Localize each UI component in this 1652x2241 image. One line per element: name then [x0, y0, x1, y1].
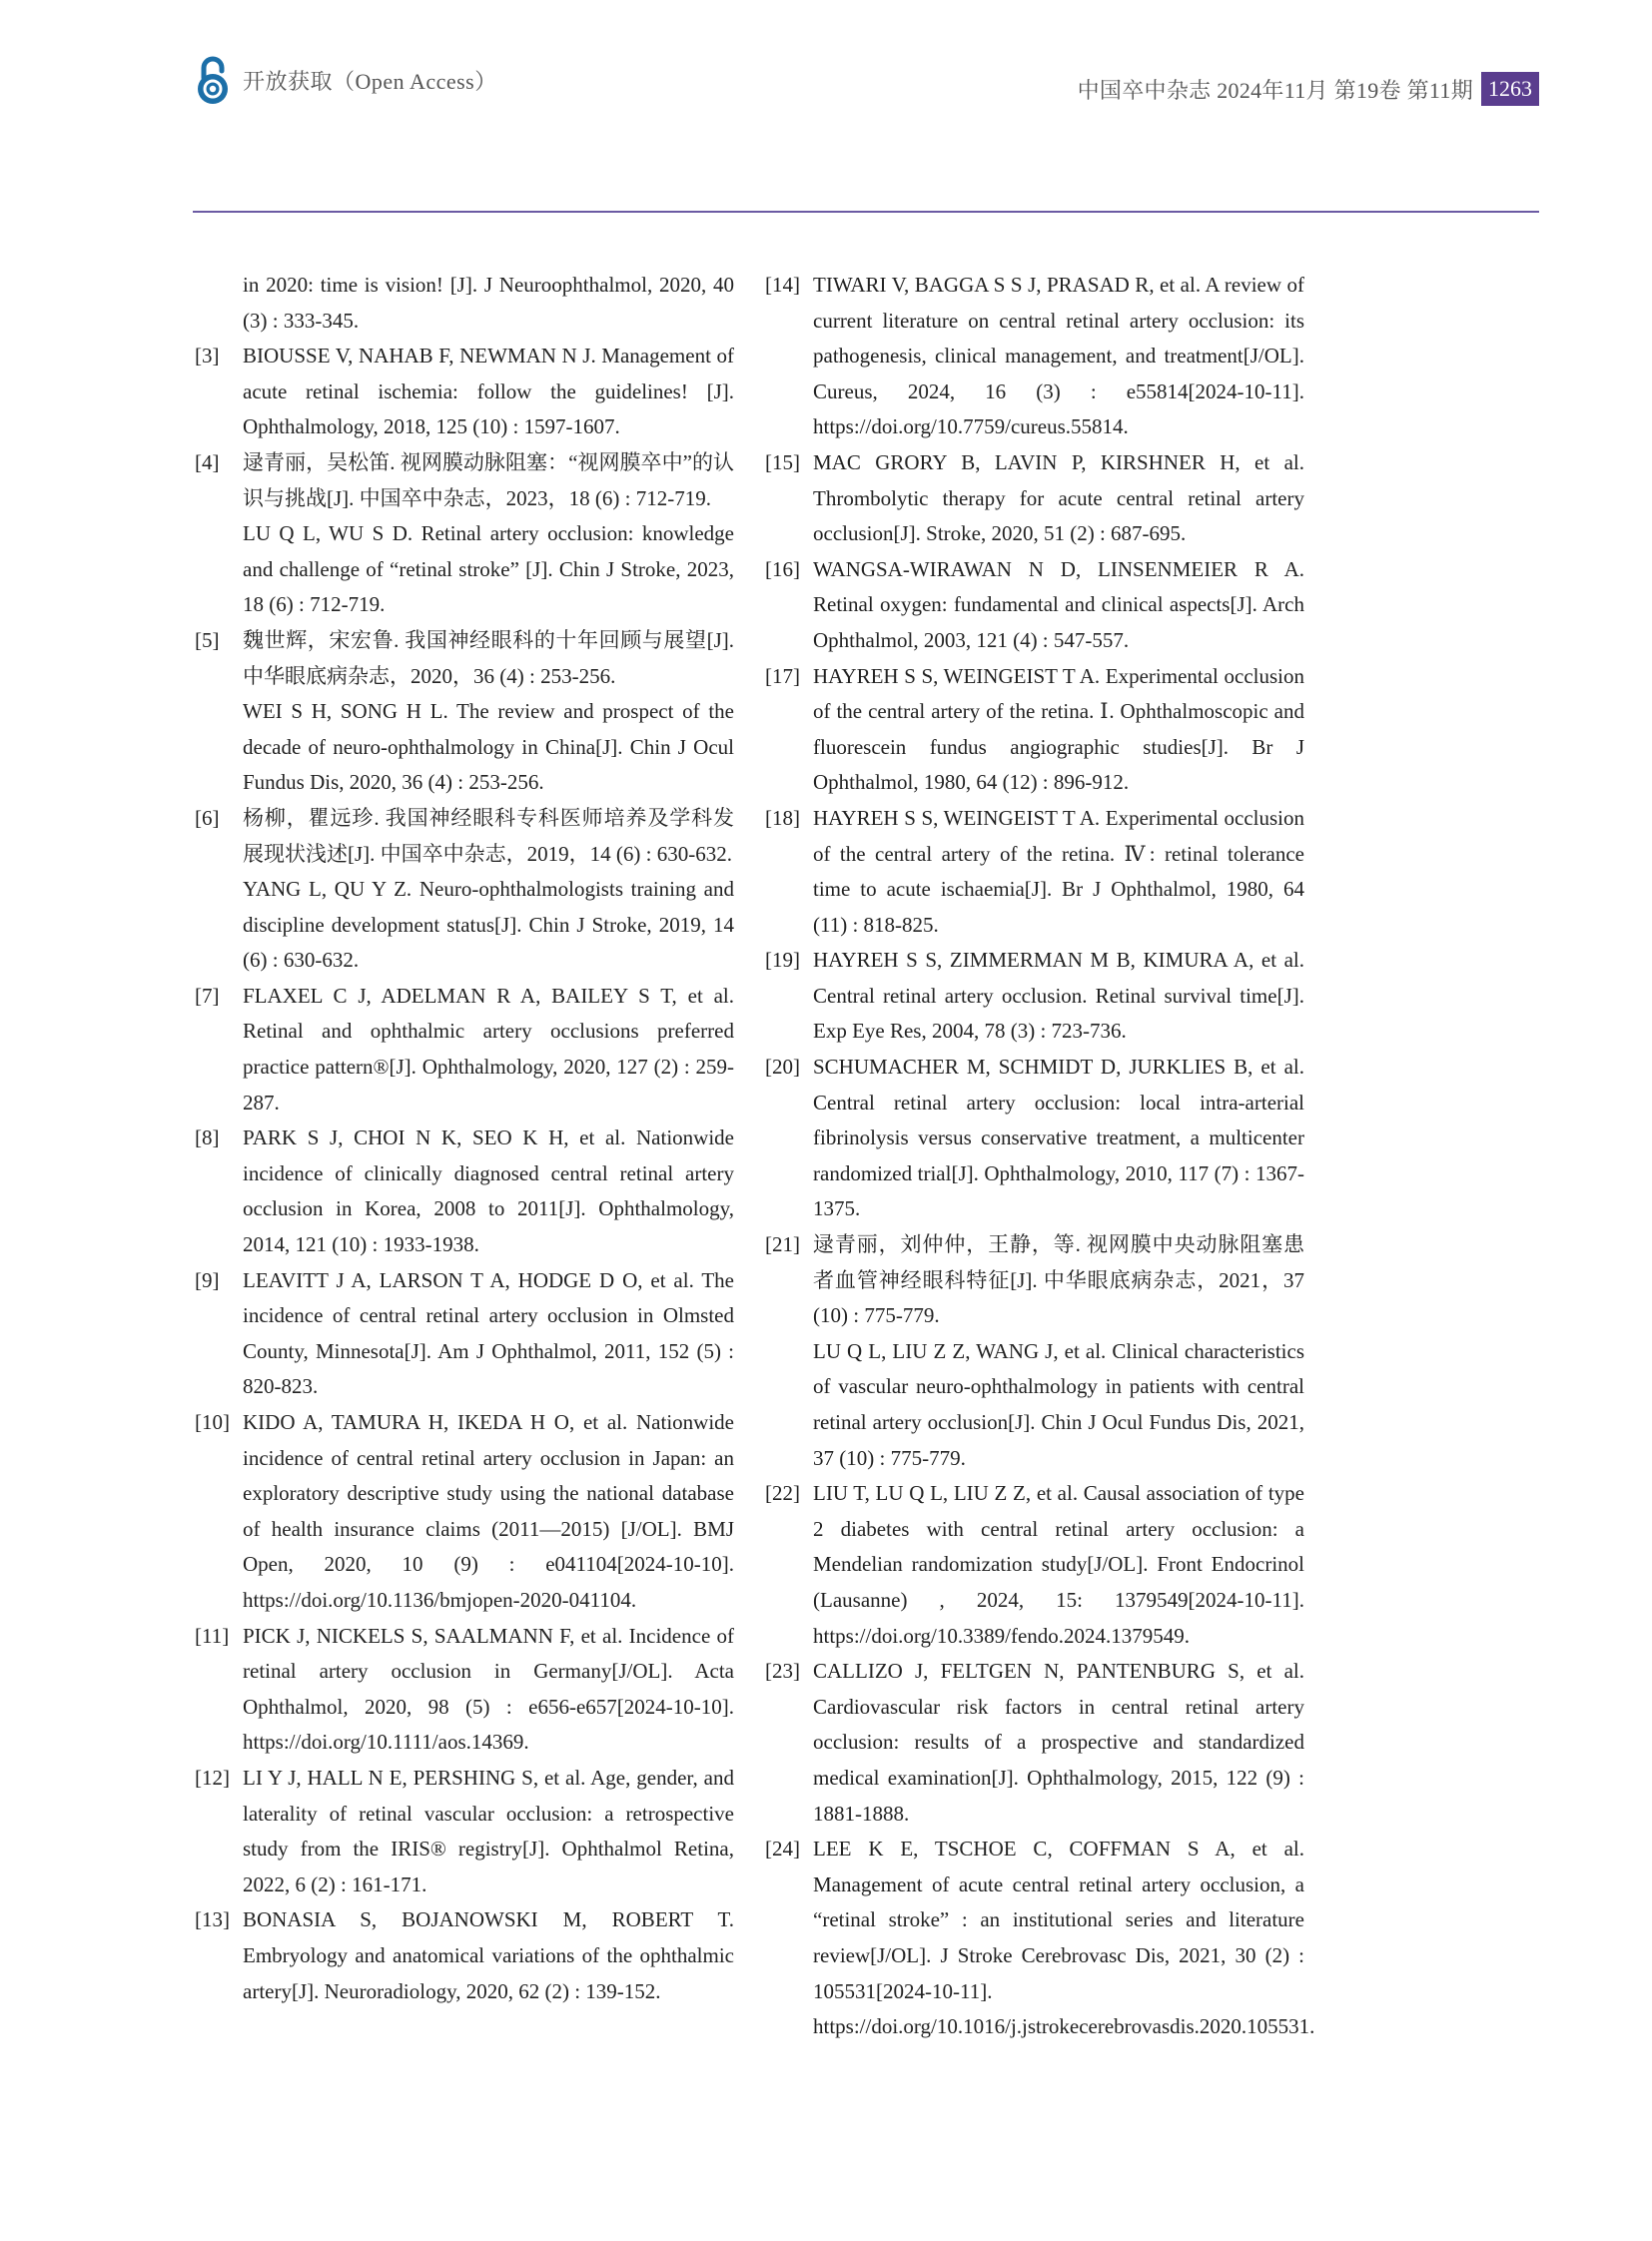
reference-number: [22] — [765, 1481, 800, 1506]
reference-item — [195, 1902, 734, 2009]
reference-number: [10] — [195, 1410, 230, 1434]
reference-text: TIWARI V, BAGGA S S J, PRASAD R, et al. A review of current literature on central retinal artery occlusion: its pathogenesis, clinical management, and treatment[J/OL]. Cureus, 2024, 16 (3) : e55814[2024-10-11]. https://doi.org/10.7759/cureus.55814. — [813, 273, 1304, 439]
open-access-label: 开放获取（Open Access） — [243, 68, 497, 94]
reference-number: [17] — [765, 663, 800, 688]
reference-item — [195, 339, 734, 445]
reference-text: SCHUMACHER M, SCHMIDT D, JURKLIES B, et al. Central retinal artery occlusion: local intra-arterial fibrinolysis versus conservative treatment, a multicenter randomized trial[J]. Ophthalmology, 2010, 117 (7) : 1367-1375. — [813, 1055, 1304, 1221]
reference-item — [195, 1619, 734, 1761]
reference-item — [765, 1227, 1304, 1476]
open-access-badge[interactable] — [193, 54, 497, 106]
reference-text: CALLIZO J, FELTGEN N, PANTENBURG S, et al. Cardiovascular risk factors in central retinal artery occlusion: results of a prospective and standardized medical examination[J]. Ophthalmology, 2015, 122 (9) : 1881-1888. — [813, 1659, 1304, 1826]
journal-info — [1078, 72, 1539, 106]
reference-text-english: WEI S H, SONG H L. The review and prospect of the decade of neuro-ophthalmology in China[J]. Chin J Ocul Fundus Dis, 2020, 36 (4) : 253-256. — [243, 699, 734, 795]
reference-number: [14] — [765, 273, 800, 297]
reference-number: [3] — [195, 344, 220, 369]
reference-column-left — [195, 268, 734, 2009]
reference-number: [6] — [195, 805, 220, 830]
reference-number: [18] — [765, 805, 800, 830]
reference-number: [7] — [195, 983, 220, 1008]
reference-number: [16] — [765, 556, 800, 581]
reference-text: MAC GRORY B, LAVIN P, KIRSHNER H, et al. Thrombolytic therapy for acute central retinal artery occlusion[J]. Stroke, 2020, 51 (2) : 687-695. — [813, 449, 1304, 546]
reference-text: KIDO A, TAMURA H, IKEDA H O, et al. Nationwide incidence of central retinal artery occlusion in Japan: an exploratory descriptive study using the national database of health insurance claims (2011—2015) [J/OL]. BMJ Open, 2020, 10 (9) : e041104[2024-10-10]. https://doi.org/10.1136/bmjopen-2020-041104. — [243, 1410, 734, 1612]
reference-text: BONASIA S, BOJANOWSKI M, ROBERT T. Embryology and anatomical variations of the ophthalmic artery[J]. Neuroradiology, 2020, 62 (2) : 139-152. — [243, 1907, 734, 2003]
reference-text: HAYREH S S, WEINGEIST T A. Experimental occlusion of the central artery of the retina. Ⅰ. Ophthalmoscopic and fluorescein fundus angiographic studies[J]. Br J Ophthalmol, 1980, 64 (12) : 896-912. — [813, 663, 1304, 795]
reference-item — [765, 801, 1304, 943]
reference-text: 逯青丽，吴松笛. 视网膜动脉阻塞：“视网膜卒中”的认识与挑战[J]. 中国卒中杂志，2023，18 (6) : 712-719. — [243, 449, 734, 510]
reference-item — [765, 552, 1304, 659]
reference-number: [9] — [195, 1267, 220, 1292]
reference-item — [195, 1263, 734, 1405]
reference-text: 杨柳，瞿远珍. 我国神经眼科专科医师培养及学科发展现状浅述[J]. 中国卒中杂志，2019，14 (6) : 630-632. — [243, 805, 734, 866]
page-number-badge: 1263 — [1481, 72, 1539, 106]
reference-text: 逯青丽，刘仲仲，王静，等. 视网膜中央动脉阻塞患者血管神经眼科特征[J]. 中华眼底病杂志，2021，37 (10) : 775-779. — [813, 1232, 1304, 1328]
reference-item — [195, 979, 734, 1120]
reference-item — [195, 801, 734, 979]
reference-item — [765, 268, 1304, 445]
reference-text: FLAXEL C J, ADELMAN R A, BAILEY S T, et al. Retinal and ophthalmic artery occlusions preferred practice pattern®[J]. Ophthalmology, 2020, 127 (2) : 259-287. — [243, 983, 734, 1115]
reference-text: LIU T, LU Q L, LIU Z Z, et al. Causal association of type 2 diabetes with central retinal artery occlusion: a Mendelian randomization study[J/OL]. Front Endocrinol (Lausanne) , 2024, 15: 1379549[2024-10-11]. https://doi.org/10.3389/fendo.2024.1379549. — [813, 1481, 1304, 1648]
reference-number: [15] — [765, 449, 800, 474]
reference-number: [12] — [195, 1765, 230, 1790]
reference-text: LEAVITT J A, LARSON T A, HODGE D O, et al. The incidence of central retinal artery occlusion in Olmsted County, Minnesota[J]. Am J Ophthalmol, 2011, 152 (5) : 820-823. — [243, 1267, 734, 1399]
reference-text: BIOUSSE V, NAHAB F, NEWMAN N J. Management of acute retinal ischemia: follow the guidelines! [J]. Ophthalmology, 2018, 125 (10) : 1597-1607. — [243, 344, 734, 439]
reference-number: [23] — [765, 1659, 800, 1684]
reference-text: WANGSA-WIRAWAN N D, LINSENMEIER R A. Retinal oxygen: fundamental and clinical aspects[J]. Arch Ophthalmol, 2003, 121 (4) : 547-557. — [813, 556, 1304, 652]
journal-citation: 中国卒中杂志 2024年11月 第19卷 第11期 — [1077, 77, 1473, 103]
reference-text: LI Y J, HALL N E, PERSHING S, et al. Age, gender, and laterality of retinal vascular occlusion: a retrospective study from the IRIS® registry[J]. Ophthalmol Retina, 2022, 6 (2) : 161-171. — [243, 1765, 734, 1896]
reference-number: [5] — [195, 627, 220, 652]
reference-text: LEE K E, TSCHOE C, COFFMAN S A, et al. Management of acute central retinal artery occlusion, a “retinal stroke” : an institutional series and literature review[J/OL]. J Stroke Cerebrovasc Dis, 2021, 30 (2) : 105531[2024-10-11]. https://doi.org/10.1016/j.jstrokecerebrovasdis.2020.105531. — [813, 1837, 1315, 2039]
reference-number: [11] — [195, 1623, 230, 1648]
reference-continuation: in 2020: time is vision! [J]. J Neuroophthalmol, 2020, 40 (3) : 333-345. — [243, 273, 734, 333]
reference-text: PICK J, NICKELS S, SAALMANN F, et al. Incidence of retinal artery occlusion in Germany[J/OL]. Acta Ophthalmol, 2020, 98 (5) : e656-e657[2024-10-10]. https://doi.org/10.1111/aos.14369. — [243, 1623, 734, 1755]
reference-column-right — [765, 268, 1315, 2045]
reference-item — [195, 1761, 734, 1902]
header-rule — [193, 211, 1539, 213]
reference-item — [765, 1476, 1304, 1654]
reference-number: [13] — [195, 1907, 230, 1932]
reference-number: [19] — [765, 948, 800, 973]
reference-item — [765, 1654, 1304, 1832]
reference-item — [765, 445, 1304, 552]
reference-text: HAYREH S S, WEINGEIST T A. Experimental occlusion of the central artery of the retina. Ⅳ: retinal tolerance time to acute ischaemia[J]. Br J Ophthalmol, 1980, 64 (11) : 818-825. — [813, 805, 1304, 937]
reference-text-english: YANG L, QU Y Z. Neuro-ophthalmologists training and discipline development status[J]. Chin J Stroke, 2019, 14 (6) : 630-632. — [243, 877, 734, 973]
reference-text: HAYREH S S, ZIMMERMAN M B, KIMURA A, et al. Central retinal artery occlusion. Retinal survival time[J]. Exp Eye Res, 2004, 78 (3) : 723-736. — [813, 948, 1304, 1044]
reference-number: [8] — [195, 1125, 220, 1150]
reference-text: PARK S J, CHOI N K, SEO K H, et al. Nationwide incidence of clinically diagnosed central retinal artery occlusion in Korea, 2008 to 2011[J]. Ophthalmology, 2014, 121 (10) : 1933-1938. — [243, 1125, 734, 1257]
reference-text-english: LU Q L, LIU Z Z, WANG J, et al. Clinical characteristics of vascular neuro-ophthalmology in patients with central retinal artery occlusion[J]. Chin J Ocul Fundus Dis, 2021, 37 (10) : 775-779. — [813, 1338, 1304, 1470]
reference-item — [195, 623, 734, 801]
reference-number: [24] — [765, 1837, 800, 1862]
reference-number: [4] — [195, 449, 220, 474]
reference-item — [765, 1832, 1315, 2045]
reference-item — [195, 445, 734, 623]
page-header — [193, 52, 1539, 116]
reference-text-english: LU Q L, WU S D. Retinal artery occlusion: knowledge and challenge of “retinal stroke” [J]. Chin J Stroke, 2023, 18 (6) : 712-719. — [243, 521, 734, 617]
reference-item — [765, 943, 1304, 1050]
reference-item — [195, 1120, 734, 1262]
reference-item — [765, 659, 1304, 801]
reference-item — [765, 1050, 1304, 1227]
reference-item — [195, 1405, 734, 1619]
open-access-lock-icon — [193, 54, 233, 106]
reference-number: [20] — [765, 1055, 800, 1080]
reference-number: [21] — [765, 1232, 800, 1257]
reference-text: 魏世辉，宋宏鲁. 我国神经眼科的十年回顾与展望[J]. 中华眼底病杂志，2020，36 (4) : 253-256. — [243, 627, 734, 688]
